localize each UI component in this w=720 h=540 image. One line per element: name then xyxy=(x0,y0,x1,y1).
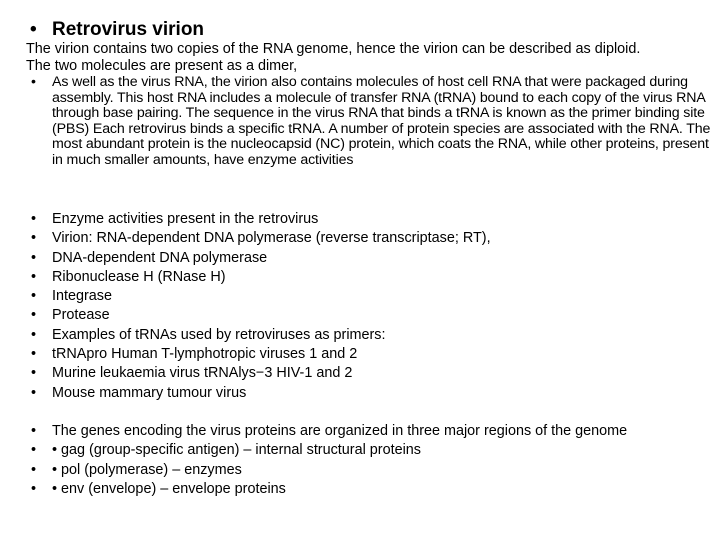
sub-item-bullet: • xyxy=(31,74,36,90)
list-item-text: Virion: RNA-dependent DNA polymerase (reverse transcriptase; RT), xyxy=(52,230,491,247)
list-item xyxy=(26,306,716,325)
list-item xyxy=(26,480,716,499)
bullet: • xyxy=(31,307,37,324)
list-item-text: Mouse mammary tumour virus xyxy=(52,384,247,401)
bullet: • xyxy=(31,326,37,343)
intro-line-2: The two molecules are present as a dimer, xyxy=(26,58,298,74)
enzyme-list xyxy=(26,210,716,403)
list-item xyxy=(26,249,716,268)
list-item xyxy=(26,326,716,345)
list-item-text: tRNApro Human T-lymphotropic viruses 1 and 2 xyxy=(52,346,358,363)
bullet: • xyxy=(31,365,37,382)
list-item-text: Integrase xyxy=(52,288,113,305)
list-item xyxy=(26,210,716,229)
list-item-text: Murine leukaemia virus tRNAlys−3 HIV-1 and 2 xyxy=(52,365,353,382)
bullet: • xyxy=(31,268,37,285)
bullet: • xyxy=(31,461,37,478)
title-text: Retrovirus virion xyxy=(52,19,205,40)
bullet: • xyxy=(31,423,37,439)
list-item-text: DNA-dependent DNA polymerase xyxy=(52,249,268,266)
list-item-text: Protease xyxy=(52,307,110,324)
title-bullet: • xyxy=(30,19,37,40)
bullet: • xyxy=(31,288,37,305)
list-item xyxy=(26,287,716,306)
intro-sub-item xyxy=(26,75,716,168)
list-item xyxy=(26,422,716,441)
sub-item-text: As well as the virus RNA, the virion also contains molecules of host cell RNA that were packaged during assembly. This host RNA includes a molecule of transfer RNA (tRNA) bound to each copy of the virus RNA through base pairing. The sequence in the virus RNA that binds a tRNA is known as the primer binding site (PBS) Each retrovirus binds a specific tRNA. A number of protein species are associated with the RNA. The most abundant protein is the nucleocapsid (NC) protein, which coats the RNA, while other proteins, present in much smaller amounts, have enzyme activities xyxy=(52,74,711,168)
list-item xyxy=(26,384,716,403)
list-item-text: • env (envelope) – envelope proteins xyxy=(52,480,286,497)
list-item xyxy=(26,461,716,480)
bullet: • xyxy=(31,480,37,497)
list-item xyxy=(26,441,716,460)
list-item xyxy=(26,364,716,383)
list-item xyxy=(26,345,716,364)
genome-regions-list xyxy=(26,422,716,499)
list-item-text: • gag (group-specific antigen) – internal structural proteins xyxy=(52,442,421,459)
slide-title xyxy=(30,19,204,41)
list-item-text: Examples of tRNAs used by retroviruses as primers: xyxy=(52,326,386,343)
bullet: • xyxy=(31,211,37,227)
list-item xyxy=(26,229,716,248)
list-item-text: • pol (polymerase) – enzymes xyxy=(52,461,242,478)
bullet: • xyxy=(31,230,37,247)
bullet: • xyxy=(31,249,37,266)
bullet: • xyxy=(31,346,37,363)
list-item-text: Enzyme activities present in the retrovirus xyxy=(52,211,319,227)
intro-line-1: The virion contains two copies of the RNA genome, hence the virion can be described as diploid. xyxy=(26,41,641,57)
intro-paragraph xyxy=(26,41,716,168)
bullet: • xyxy=(31,384,37,401)
list-item-text: The genes encoding the virus proteins are organized in three major regions of the genome xyxy=(52,423,628,439)
list-item-text: Ribonuclease H (RNase H) xyxy=(52,268,226,285)
bullet: • xyxy=(31,442,37,459)
list-item xyxy=(26,268,716,287)
